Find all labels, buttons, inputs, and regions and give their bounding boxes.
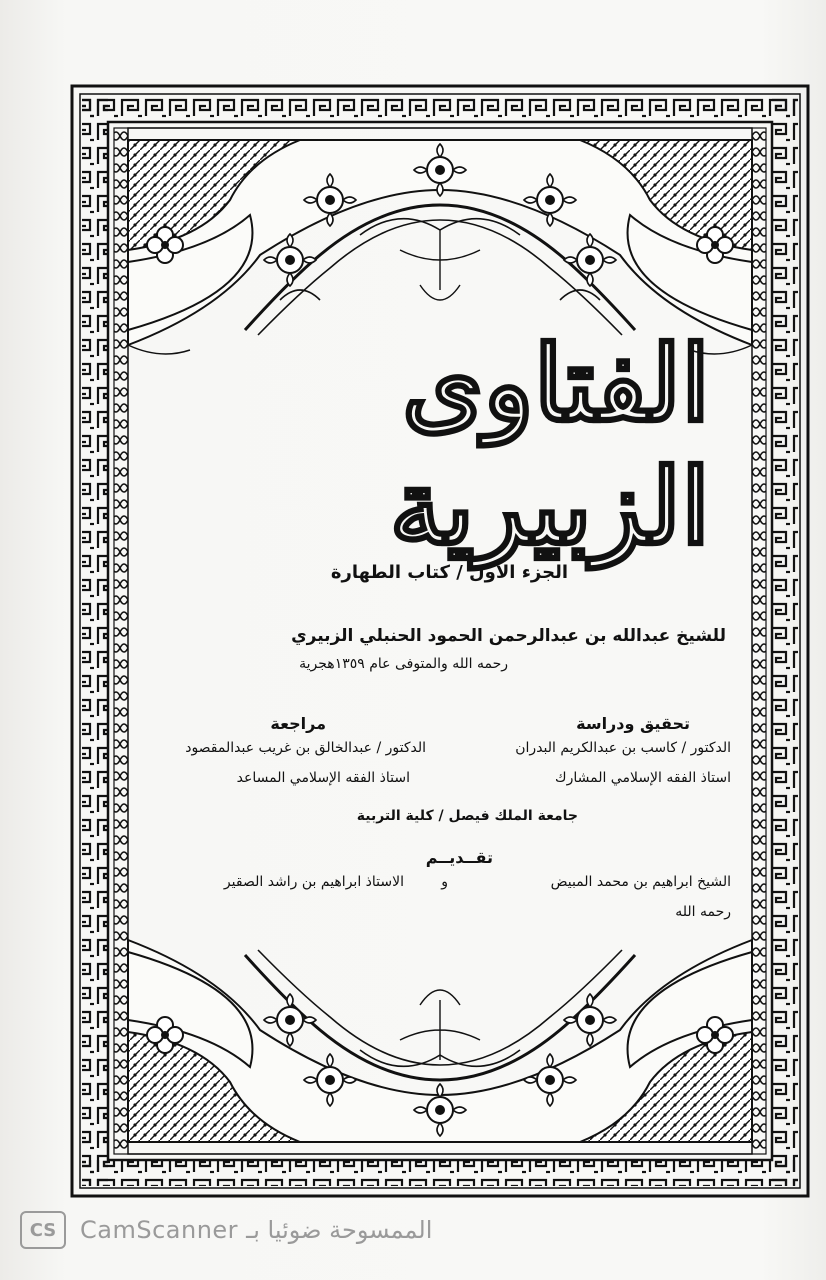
verifier-rank: استاذ الفقه الإسلامي المشارك bbox=[555, 770, 731, 786]
volume-line: الجزء الأول / كتاب الطهارة bbox=[330, 562, 568, 583]
introduction-heading: تقــديــم bbox=[425, 848, 493, 867]
camscanner-watermark bbox=[20, 1210, 432, 1250]
book-title: الفتاوى الزبيرية bbox=[389, 322, 710, 568]
book-title-calligraphy bbox=[150, 322, 710, 568]
death-note: رحمه الله والمتوفى عام ١٣٥٩هجرية bbox=[299, 656, 508, 672]
introducer-note: رحمه الله bbox=[675, 904, 731, 920]
introducer-second: الاستاذ ابراهيم بن راشد الصقير bbox=[223, 874, 404, 890]
author-line: للشيخ عبدالله بن عبدالرحمن الحمود الحنبلي الزبيري bbox=[291, 626, 726, 646]
reviewer-name: الدكتور / عبدالخالق بن غريب عبدالمقصود bbox=[185, 740, 426, 756]
university-line: جامعة الملك فيصل / كلية التربية bbox=[356, 808, 578, 824]
camscanner-logo: CS bbox=[20, 1211, 66, 1249]
watermark-text: CamScanner الممسوحة ضوئيا بـ bbox=[80, 1216, 433, 1244]
verification-heading: تحقيق ودراسة bbox=[576, 714, 690, 733]
verifier-name: الدكتور / كاسب بن عبدالكريم البدران bbox=[515, 740, 731, 756]
reviewer-rank: استاذ الفقه الإسلامي المساعد bbox=[236, 770, 410, 786]
introducer-first: الشيخ ابراهيم بن محمد المبيض bbox=[550, 874, 731, 890]
review-heading: مراجعة bbox=[270, 714, 326, 733]
introducer-conjunction: و bbox=[441, 874, 448, 890]
